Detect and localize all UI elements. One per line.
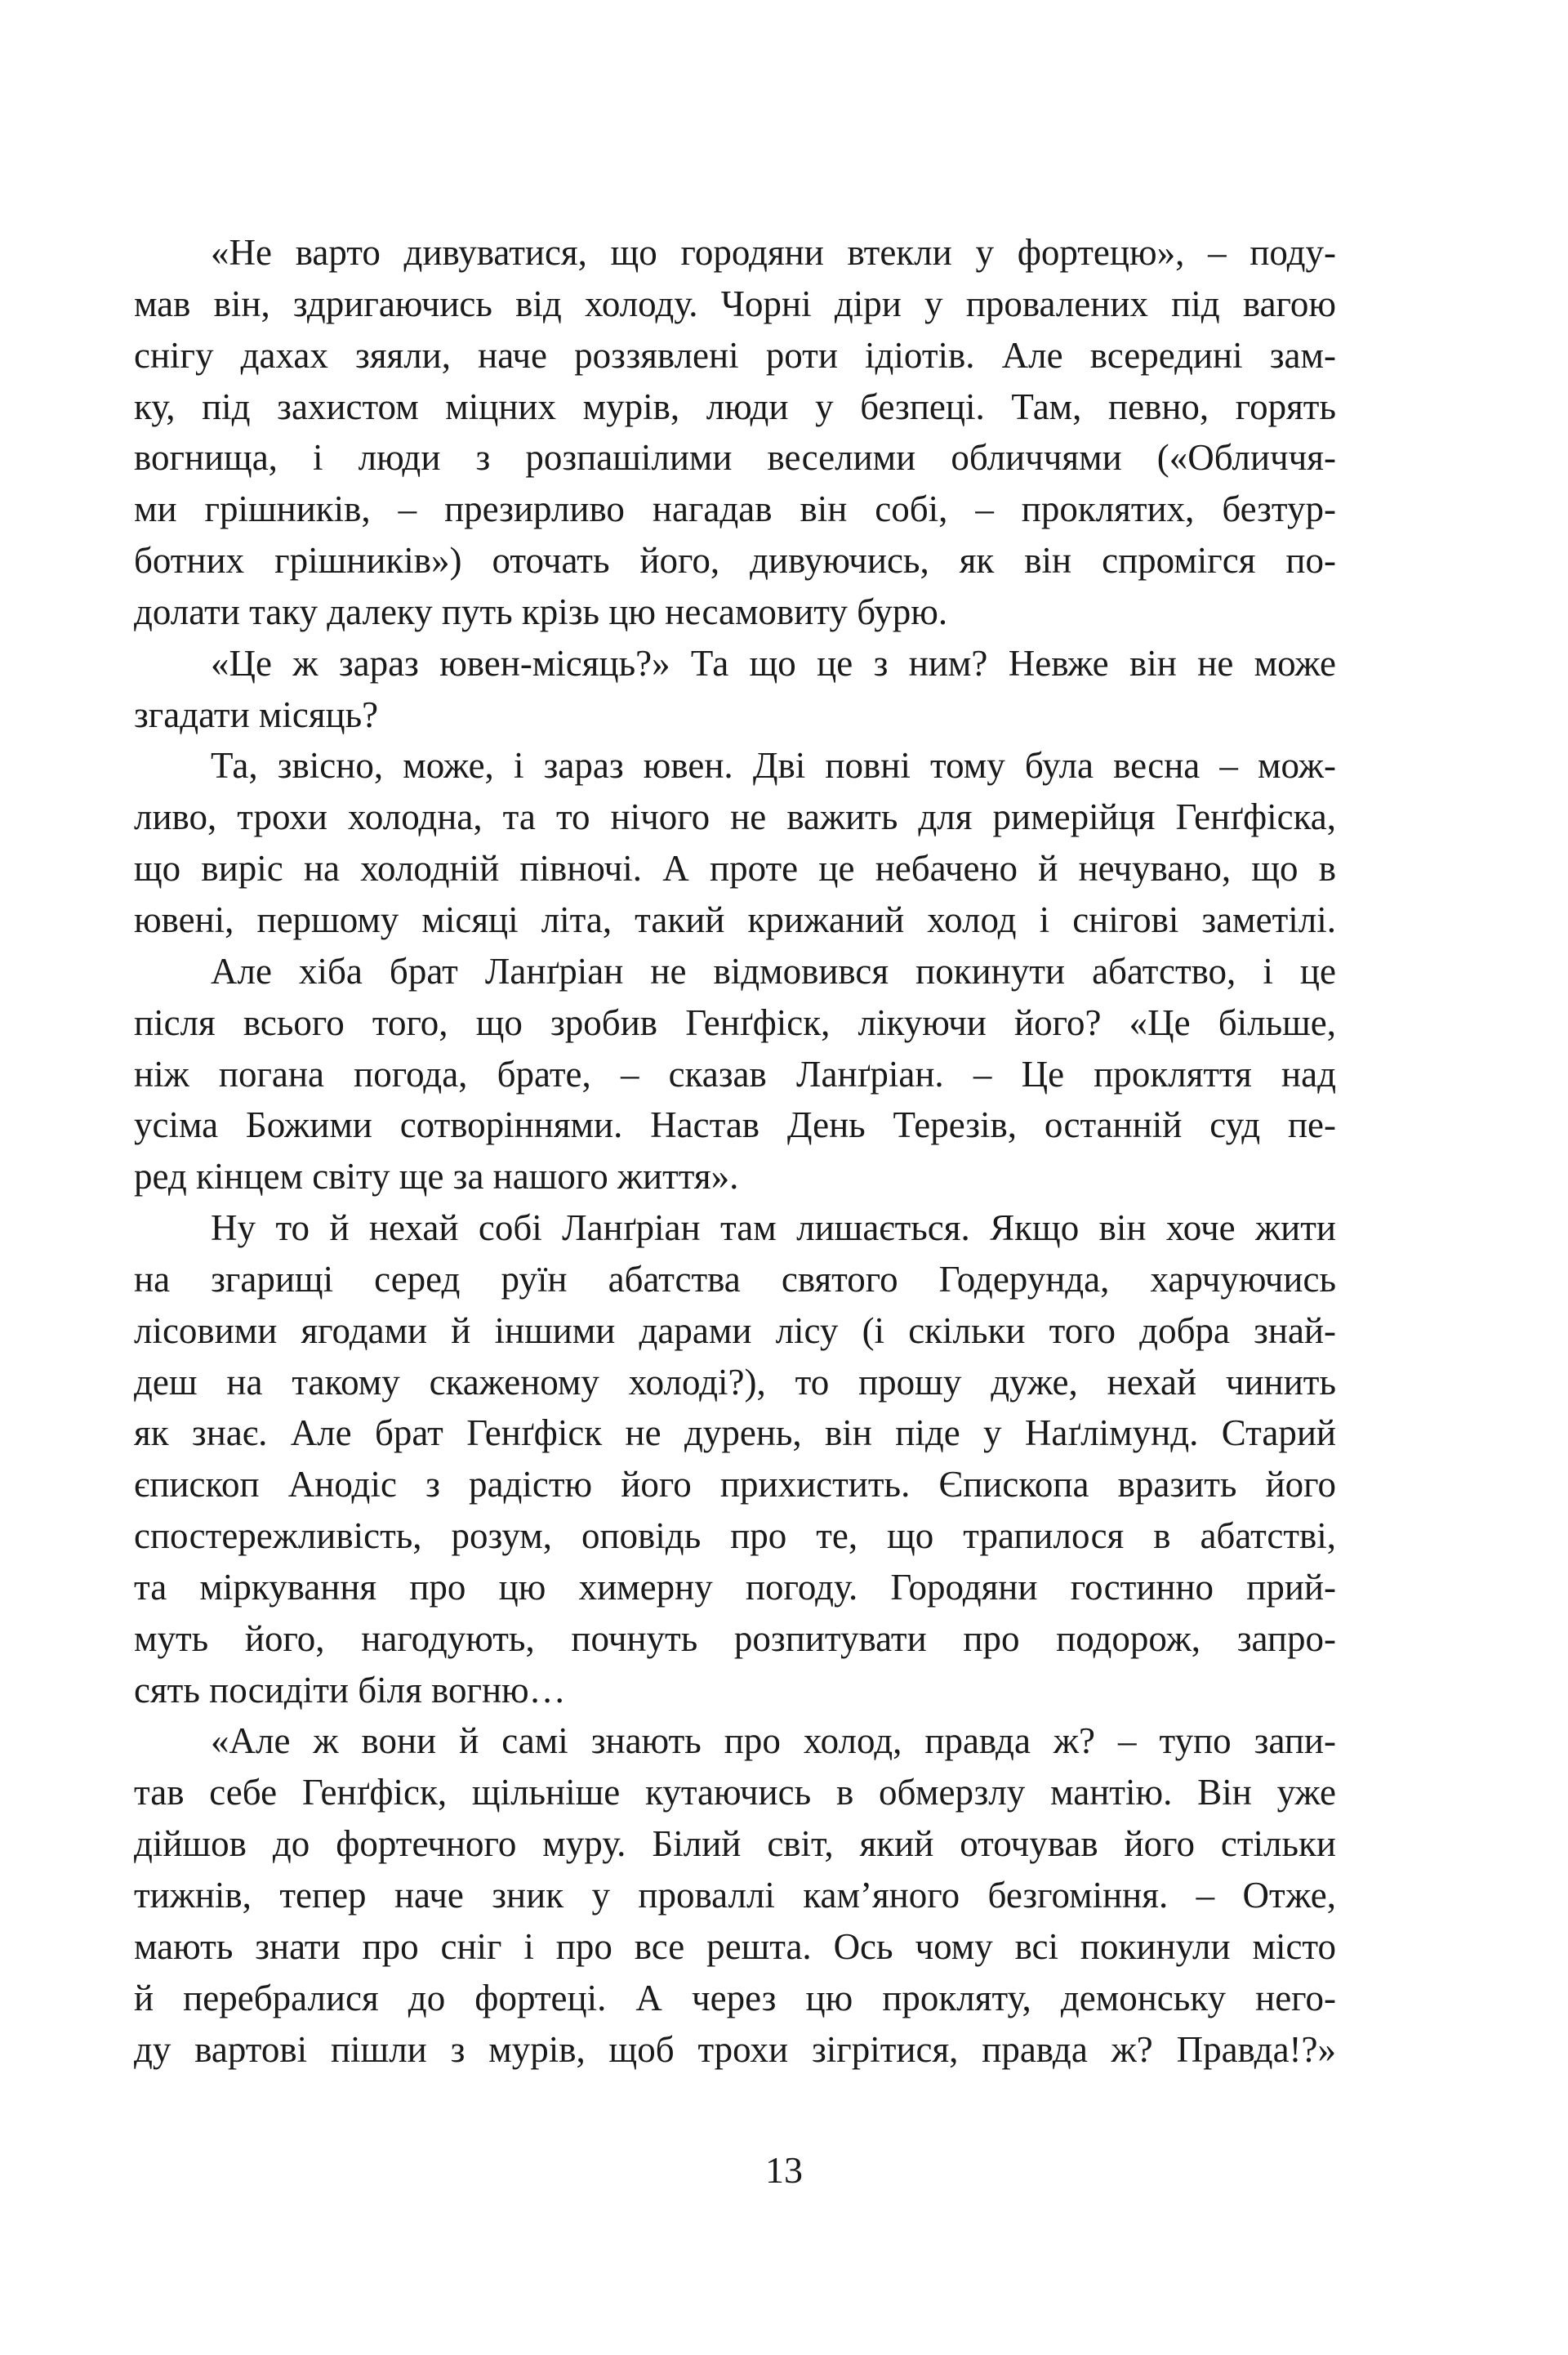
text-line: долати таку далеку путь крізь цю несамовиту бурю. bbox=[134, 591, 948, 632]
text-line: й перебралися до фортеці. А через цю прокляту, демонську него- bbox=[134, 1977, 1336, 2018]
text-line: муть його, нагодують, почнуть розпитувати про подорож, запро- bbox=[134, 1617, 1336, 1659]
text-line: ми грішників, – презирливо нагадав він собі, – проклятих, безтур- bbox=[134, 488, 1336, 530]
text-line: Ну то й нехай собі Ланґріан там лишається. Якщо він хоче жити bbox=[211, 1207, 1336, 1249]
text-line: ботних грішників») оточать його, дивуючись, як він спромігся по- bbox=[134, 540, 1336, 582]
text-line: та міркування про цю химерну погоду. Городяни гостинно прий- bbox=[134, 1566, 1336, 1608]
text-line: що виріс на холодній півночі. А проте це небачено й нечувано, що в bbox=[134, 848, 1336, 890]
text-line: усіма Божими сотворіннями. Настав День Терезів, останній суд пе- bbox=[134, 1104, 1336, 1146]
text-line: ніж погана погода, брате, – сказав Ланґріан. – Це прокляття над bbox=[134, 1053, 1336, 1095]
text-line: Але хіба брат Ланґріан не відмовився покинути абатство, і це bbox=[211, 950, 1336, 992]
text-line: «Це ж зараз ювен-місяць?» Та що це з ним? Невже він не може bbox=[211, 642, 1336, 684]
text-line: Та, звісно, може, і зараз ювен. Дві повні тому була весна – мож- bbox=[211, 745, 1336, 787]
text-line: мають знати про сніг і про все решта. Ось чому всі покинули місто bbox=[134, 1925, 1336, 1967]
text-line: тижнів, тепер наче зник у проваллі кам’яного безгоміння. – Отже, bbox=[134, 1875, 1336, 1916]
text-line: ку, під захистом міцних мурів, люди у безпеці. Там, певно, горять bbox=[134, 386, 1336, 427]
text-line: мав він, здригаючись від холоду. Чорні діри у провалених під вагою bbox=[134, 283, 1336, 324]
text-line: «Не варто дивуватися, що городяни втекли у фортецю», – поду- bbox=[211, 232, 1336, 273]
text-line: лісовими ягодами й іншими дарами лісу (і скільки того добра знай- bbox=[134, 1309, 1336, 1351]
text-line: ред кінцем світу ще за нашого життя». bbox=[134, 1156, 739, 1198]
text-line: на згарищі серед руїн абатства святого Годерунда, харчуючись bbox=[134, 1258, 1336, 1300]
text-line: ду вартові пішли з мурів, щоб трохи зігрітися, правда ж? Правда!?» bbox=[134, 2028, 1336, 2070]
text-line: деш на такому скаженому холоді?), то прошу дуже, нехай чинить bbox=[134, 1361, 1336, 1403]
text-line: снігу дахах зяяли, наче роззявлені роти ідіотів. Але всередині зам- bbox=[134, 334, 1336, 376]
text-line: тав себе Генґфіск, щільніше кутаючись в обмерзлу мантію. Він уже bbox=[134, 1772, 1336, 1813]
text-line: згадати місяць? bbox=[134, 694, 379, 735]
text-line: спостережливість, розум, оповідь про те, що трапилося в абатстві, bbox=[134, 1515, 1336, 1557]
text-line: після всього того, що зробив Генґфіск, лікуючи його? «Це більше, bbox=[134, 1001, 1336, 1043]
text-line: ливо, трохи холодна, та то нічого не важить для римерійця Генґфіска, bbox=[134, 796, 1336, 838]
text-line: вогнища, і люди з розпашілими веселими обличчями («Обличчя- bbox=[134, 437, 1336, 479]
text-line: ювені, першому місяці літа, такий крижаний холод і снігові заметілі. bbox=[134, 899, 1336, 940]
page-number: 13 bbox=[765, 2149, 803, 2191]
text-line: як знає. Але брат Генґфіск не дурень, він піде у Наґлімунд. Старий bbox=[134, 1412, 1336, 1454]
text-line: «Але ж вони й самі знають про холод, правда ж? – тупо запи- bbox=[211, 1720, 1336, 1762]
text-line: сять посидіти біля вогню… bbox=[134, 1669, 566, 1710]
text-line: дійшов до фортечного муру. Білий світ, який оточував його стільки bbox=[134, 1823, 1336, 1865]
body-text bbox=[134, 227, 1336, 2075]
text-line: єпископ Анодіс з радістю його прихистить. Єпископа вразить його bbox=[134, 1464, 1336, 1505]
